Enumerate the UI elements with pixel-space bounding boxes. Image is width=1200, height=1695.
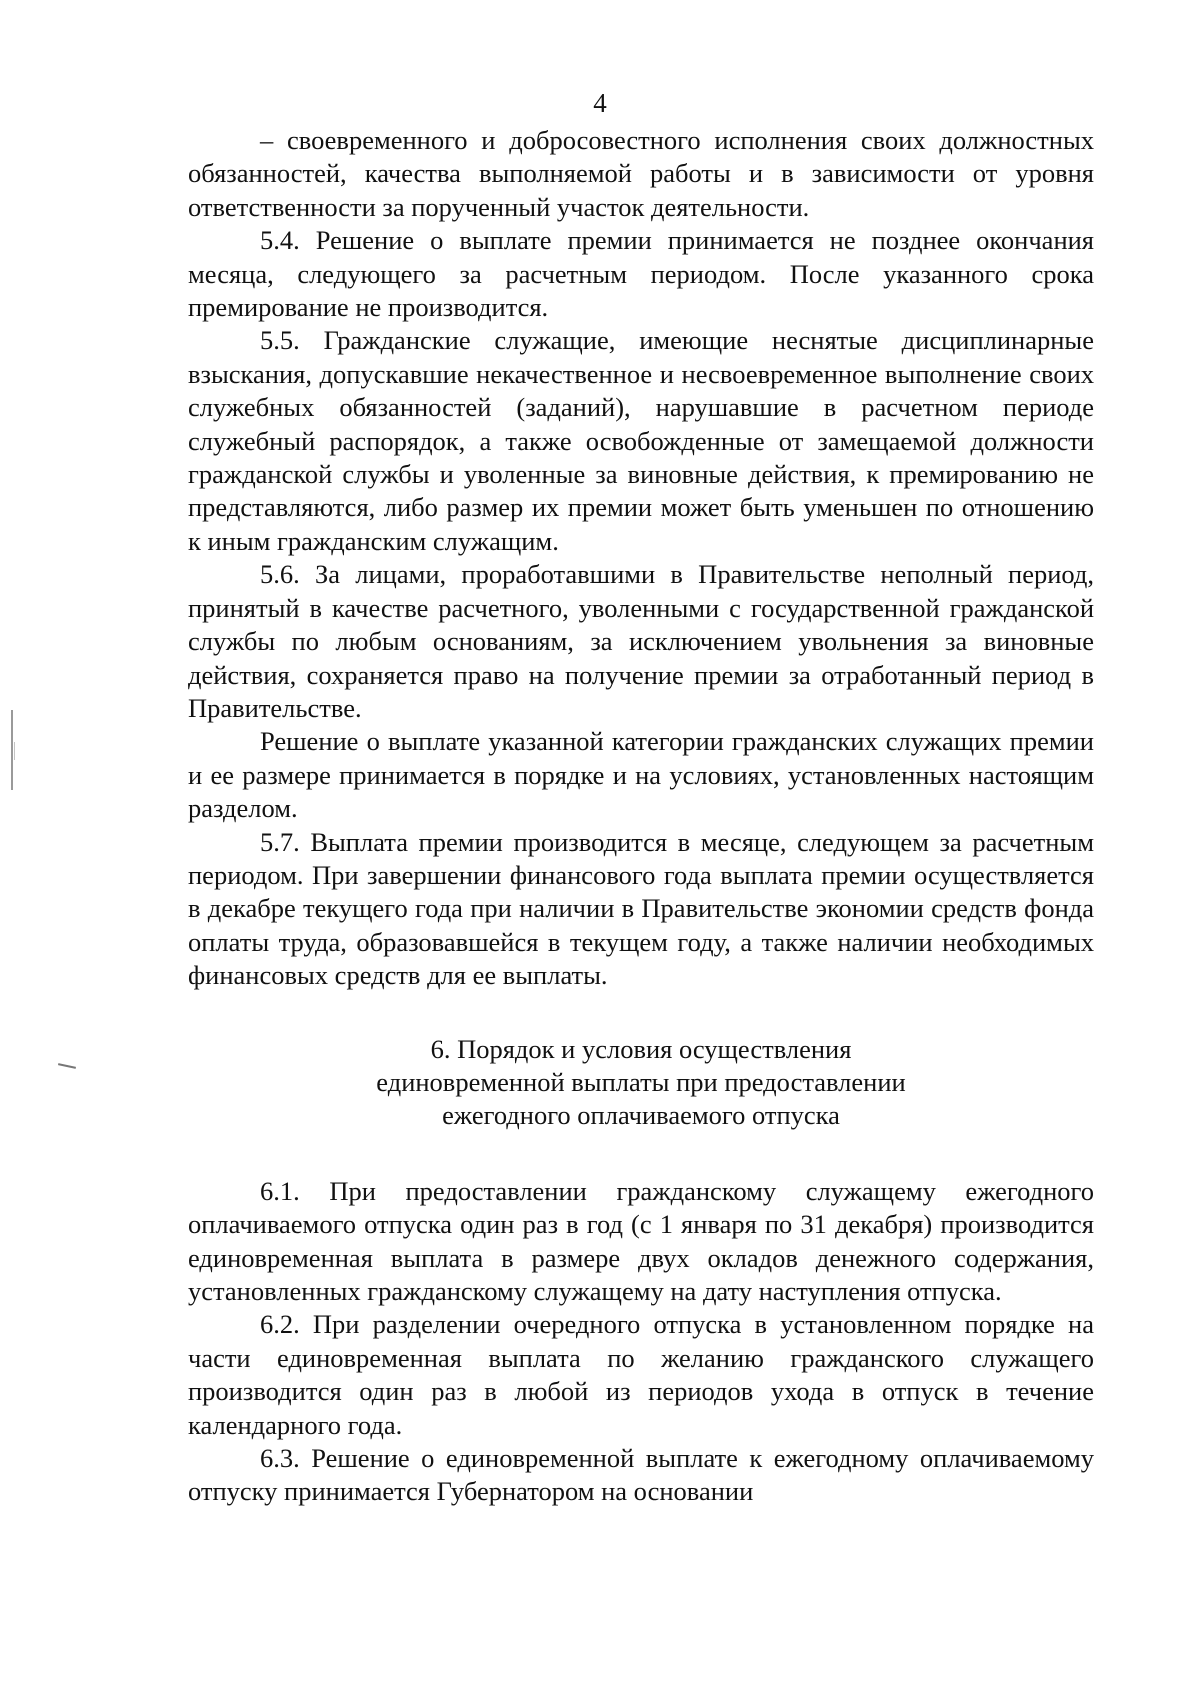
- paragraph-5-6: 5.6. За лицами, проработавшими в Правительстве неполный период, принятый в качестве расчетного, уволенными с государственной гражданской службы по любым основаниям, за исключением увольнения за виновные действия, сохраняется право на получение премии за отработанный период в Правительстве.: [188, 559, 1094, 723]
- paragraph-5-4: 5.4. Решение о выплате премии принимается не позднее окончания месяца, следующего за расчетным периодом. После указанного срока премирование не производится.: [188, 225, 1094, 323]
- section-heading-line-3: ежегодного оплачиваемого отпуска: [442, 1100, 840, 1131]
- document-body: [188, 124, 1094, 1509]
- section-6-heading: [188, 1033, 1094, 1133]
- paragraph-6-2: 6.2. При разделении очередного отпуска в установленном порядке на части единовременная выплата по желанию гражданского служащего производится один раз в любой из периодов ухода в отпуск в течение календарного года.: [188, 1309, 1094, 1440]
- scan-edge-mark: [11, 710, 13, 790]
- paragraph-criteria-item: – своевременного и добросовестного исполнения своих должностных обязанностей, качества выполняемой работы и в зависимости от уровня ответственности за порученный участок деятельности.: [188, 125, 1094, 222]
- paragraph-6-3: 6.3. Решение о единовременной выплате к ежегодному оплачиваемому отпуску принимается Губернатором на основании: [188, 1443, 1094, 1507]
- section-heading-line-2: единовременной выплаты при предоставлении: [376, 1066, 906, 1097]
- paragraph-5-6-decision: Решение о выплате указанной категории гражданских служащих премии и ее размере принимается в порядке и на условиях, установленных настоящим разделом.: [188, 726, 1094, 824]
- scan-dash-mark: [58, 1063, 76, 1069]
- scan-edge-mark-secondary: [14, 742, 15, 760]
- paragraph-6-1: 6.1. При предоставлении гражданскому служащему ежегодного оплачиваемого отпуска один раз в год (с 1 января по 31 декабря) производится единовременная выплата в размере двух окладов денежного содержания, установленных гражданскому служащему на дату наступления отпуска.: [188, 1175, 1094, 1306]
- page-number: 4: [593, 88, 607, 118]
- section-heading-line-1: 6. Порядок и условия осуществления: [430, 1033, 852, 1064]
- paragraph-5-5: 5.5. Гражданские служащие, имеющие неснятые дисциплинарные взыскания, допускавшие некачественное и несвоевременное выполнение своих служебных обязанностей (заданий), нарушавшие в расчетном периоде служебный распорядок, а также освобожденные от замещаемой должности гражданской службы и уволенные за виновные действия, к премированию не представляются, либо размер их премии может быть уменьшен по отношению к иным гражданским служащим.: [188, 325, 1094, 556]
- paragraph-5-7: 5.7. Выплата премии производится в месяце, следующем за расчетным периодом. При завершении финансового года выплата премии осуществляется в декабре текущего года при наличии в Правительстве экономии средств фонда оплаты труда, образовавшейся в текущем году, а также наличии необходимых финансовых средств для ее выплаты.: [188, 826, 1094, 991]
